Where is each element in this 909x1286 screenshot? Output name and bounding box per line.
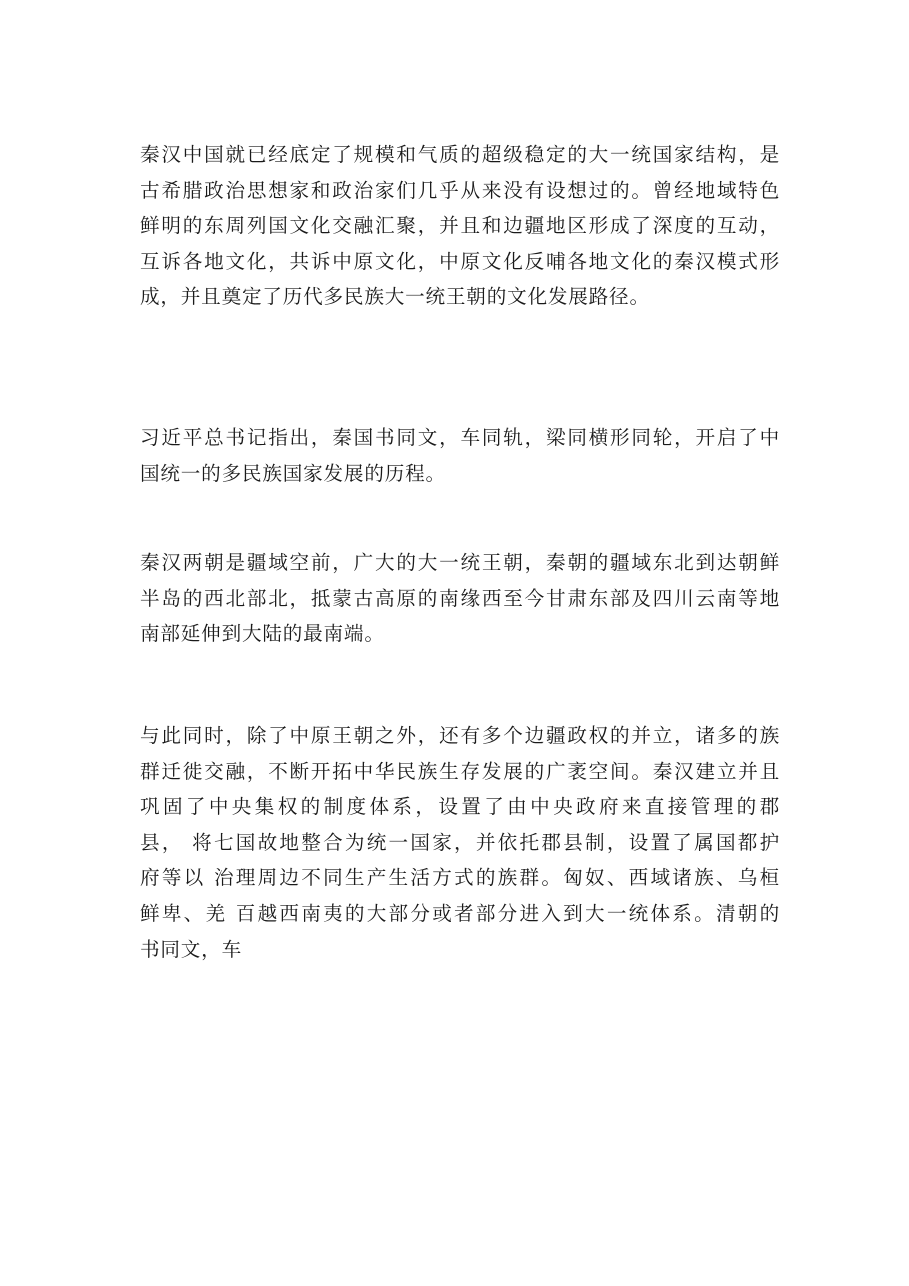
text-line: 半岛的西北部北，抵蒙古高原的南缘西至今甘肃东部及四川云南等地 xyxy=(140,586,780,610)
paragraph-frontier-regimes xyxy=(140,718,780,967)
text-line: 鲜卑、羌 百越西南夷的大部分或者部分进入到大一统体系。清朝的 xyxy=(140,901,780,925)
text-line: 秦汉两朝是疆域空前，广大的大一统王朝，秦朝的疆域东北到达朝鲜 xyxy=(140,551,780,574)
text-line: 府等以 治理周边不同生产生活方式的族群。匈奴、西域诸族、乌桓 xyxy=(140,866,780,890)
text-line: 成，并且奠定了历代多民族大一统王朝的文化发展路径。 xyxy=(140,285,650,309)
paragraph-qin-han-unification xyxy=(140,137,780,315)
paragraph-territory xyxy=(140,545,780,652)
text-line: 国统一的多民族国家发展的历程。 xyxy=(140,461,446,485)
text-line: 县， 将七国故地整合为统一国家，并依托郡县制，设置了属国都护 xyxy=(140,830,780,854)
text-line: 鲜明的东周列国文化交融汇聚，并且和边疆地区形成了深度的互动， xyxy=(140,214,780,238)
paragraph-xi-quote xyxy=(140,420,780,491)
text-line: 互诉各地文化，共诉中原文化，中原文化反哺各地文化的秦汉模式形 xyxy=(140,249,780,273)
text-line: 群迁徙交融，不断开拓中华民族生存发展的广袤空间。秦汉建立并且 xyxy=(140,759,780,783)
text-line: 古希腊政治思想家和政治家们几乎从来没有设想过的。曾经地域特色 xyxy=(140,178,780,202)
text-line: 秦汉中国就已经底定了规模和气质的超级稳定的大一统国家结构，是 xyxy=(140,143,780,166)
text-line: 巩固了中央集权的制度体系，设置了由中央政府来直接管理的郡 xyxy=(140,795,780,819)
text-line: 与此同时，除了中原王朝之外，还有多个边疆政权的并立，诸多的族 xyxy=(140,724,780,747)
text-line: 南部延伸到大陆的最南端。 xyxy=(140,622,385,646)
text-line: 习近平总书记指出，秦国书同文，车同轨，梁同横形同轮，开启了中 xyxy=(140,426,780,449)
text-line: 书同文，车 xyxy=(140,937,242,961)
